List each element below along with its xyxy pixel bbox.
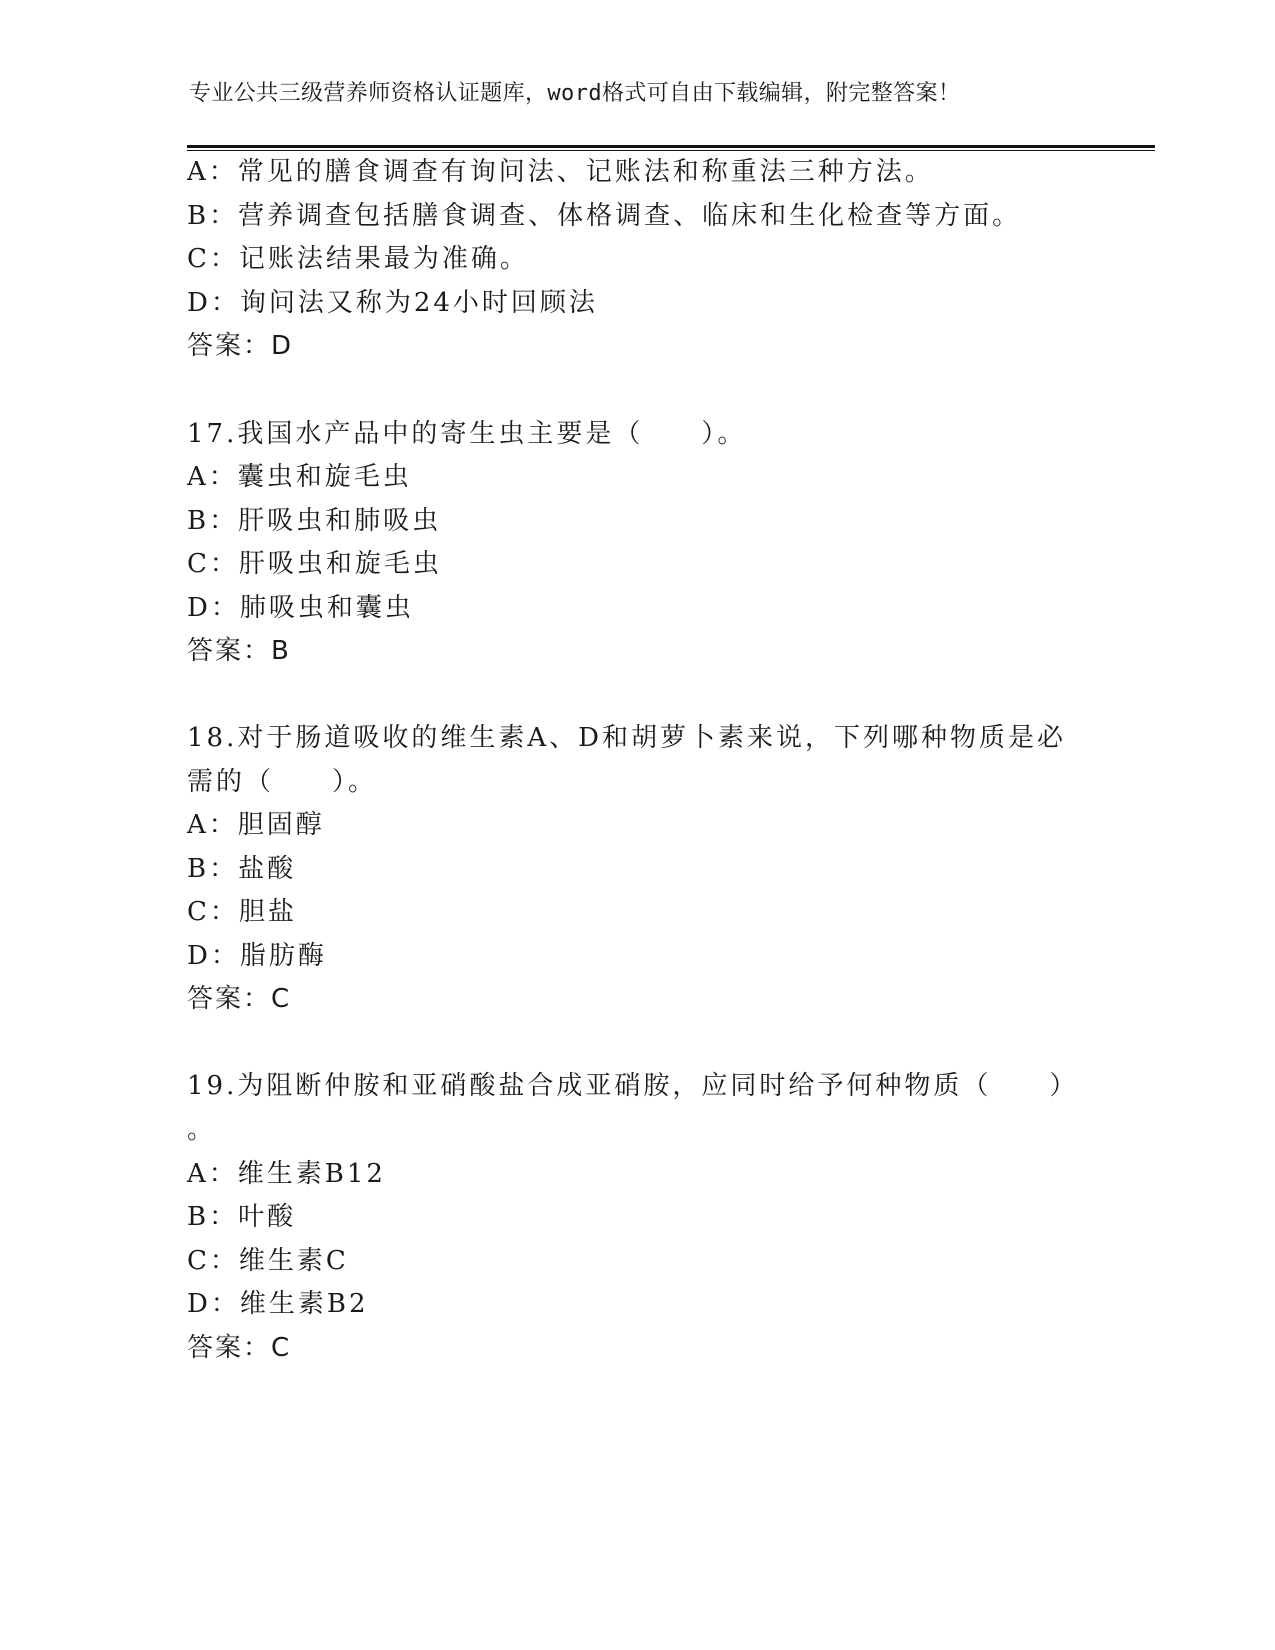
q18-option-a: A：胆固醇 [187, 810, 325, 840]
q16-option-a: A：常见的膳食调查有询问法、记账法和称重法三种方法。 [187, 157, 934, 187]
q19-question-line2: 。 [187, 1115, 217, 1145]
q18-question-line1: 18.对于肠道吸收的维生素A、D和胡萝卜素来说，下列哪种物质是必 [187, 723, 1066, 753]
q18-option-c: C：胆盐 [187, 897, 297, 927]
q16-option-d: D：询问法又称为24小时回顾法 [187, 288, 598, 318]
q17-option-d: D：肺吸虫和囊虫 [187, 593, 414, 623]
q19-question-line1: 19.为阻断仲胺和亚硝酸盐合成亚硝胺，应同时给予何种物质（ ） [187, 1071, 1079, 1101]
q16-answer: 答案：D [187, 331, 294, 361]
q19-option-b: B：叶酸 [187, 1202, 297, 1232]
q16-option-b: B：营养调查包括膳食调查、体格调查、临床和生化检查等方面。 [187, 201, 1022, 231]
header-rule-thin [187, 150, 1155, 151]
q16-option-c: C：记账法结果最为准确。 [187, 244, 529, 274]
q17-question: 17.我国水产品中的寄生虫主要是（ ）。 [187, 419, 747, 449]
q19-option-c: C：维生素C [187, 1246, 349, 1276]
q17-option-c: C：肝吸虫和旋毛虫 [187, 549, 442, 579]
q19-option-d: D：维生素B2 [187, 1289, 369, 1319]
q19-answer: 答案：C [187, 1333, 292, 1363]
header-rule-thick [187, 145, 1155, 148]
q17-option-a: A：囊虫和旋毛虫 [187, 462, 412, 492]
q18-option-b: B：盐酸 [187, 854, 297, 884]
q19-option-a: A：维生素B12 [187, 1159, 386, 1189]
q18-answer: 答案：C [187, 984, 292, 1014]
q18-question-line2: 需的（ ）。 [187, 767, 378, 797]
q18-option-d: D：脂肪酶 [187, 941, 327, 971]
q17-answer: 答案：B [187, 636, 291, 666]
q17-option-b: B：肝吸虫和肺吸虫 [187, 506, 442, 536]
page-header: 专业公共三级营养师资格认证题库，word格式可自由下载编辑，附完整答案！ [189, 81, 961, 106]
